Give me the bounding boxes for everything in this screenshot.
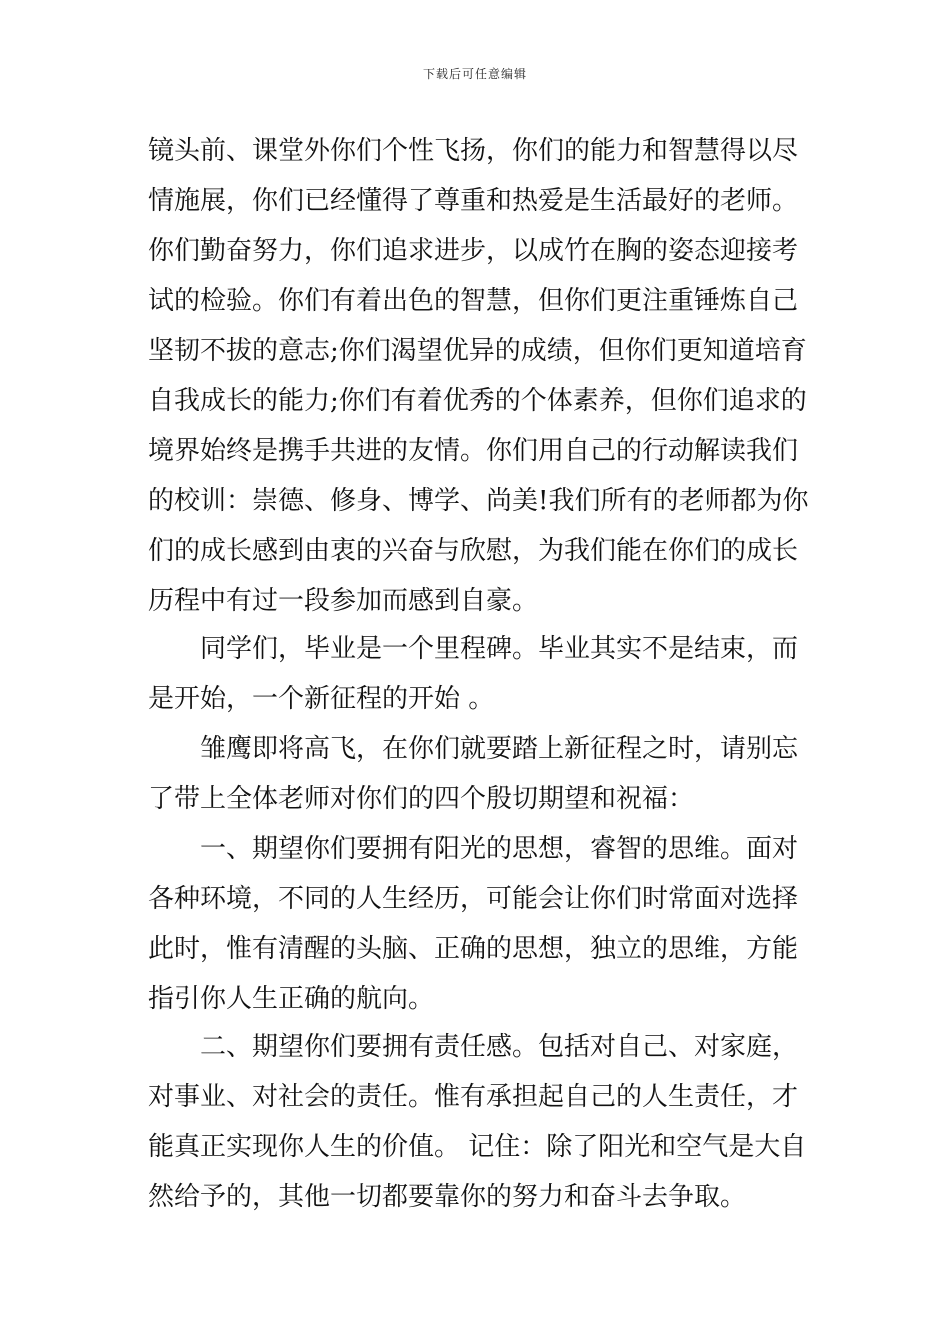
paragraph-first-line: 二、期望你们要拥有责任感。包括对自己、对家庭， [200,1032,799,1062]
paragraph-first-line: 同学们，毕业是一个里程碑。毕业其实不是结束，而 [200,634,799,664]
text-line: 历程中有过一段参加而感到自豪。 [148,586,539,616]
text-line: 们的成长感到由衷的兴奋与欣慰，为我们能在你们的成长 [148,536,799,566]
text-line: 坚韧不拔的意志;你们渴望优异的成绩，但你们更知道培育 [148,336,807,366]
text-line: 镜头前、课堂外你们个性飞扬，你们的能力和智慧得以尽 [148,136,799,166]
page-header-note: 下载后可任意编辑 [422,67,527,81]
text-line: 情施展，你们已经懂得了尊重和热爱是生活最好的老师。 [148,186,799,216]
paragraph-first-line: 雏鹰即将高飞，在你们就要踏上新征程之时，请别忘 [200,734,799,764]
text-line: 自我成长的能力;你们有着优秀的个体素养，但你们追求的 [148,386,807,416]
text-line: 是开始，一个新征程的开始 。 [148,684,495,714]
text-line: 能真正实现你人生的价值。 记住：除了阳光和空气是大自 [148,1132,807,1162]
text-line: 各种环境，不同的人生经历，可能会让你们时常面对选择 [148,884,799,914]
text-line: 指引你人生正确的航向。 [148,984,435,1014]
text-line: 境界始终是携手共进的友情。你们用自己的行动解读我们 [148,436,799,466]
text-line: 你们勤奋努力，你们追求进步，以成竹在胸的姿态迎接考 [148,236,799,266]
text-line: 的校训：崇德、修身、博学、尚美!我们所有的老师都为你 [148,486,809,516]
text-line: 了带上全体老师对你们的四个殷切期望和祝福： [148,784,695,814]
text-line: 试的检验。你们有着出色的智慧，但你们更注重锤炼自己 [148,286,799,316]
text-line: 然给予的，其他一切都要靠你的努力和奋斗去争取。 [148,1182,747,1212]
paragraph-first-line: 一、期望你们要拥有阳光的思想，睿智的思维。面对 [200,834,799,864]
text-line: 此时，惟有清醒的头脑、正确的思想，独立的思维，方能 [148,934,799,964]
text-line: 对事业、对社会的责任。惟有承担起自己的人生责任，才 [148,1082,799,1112]
